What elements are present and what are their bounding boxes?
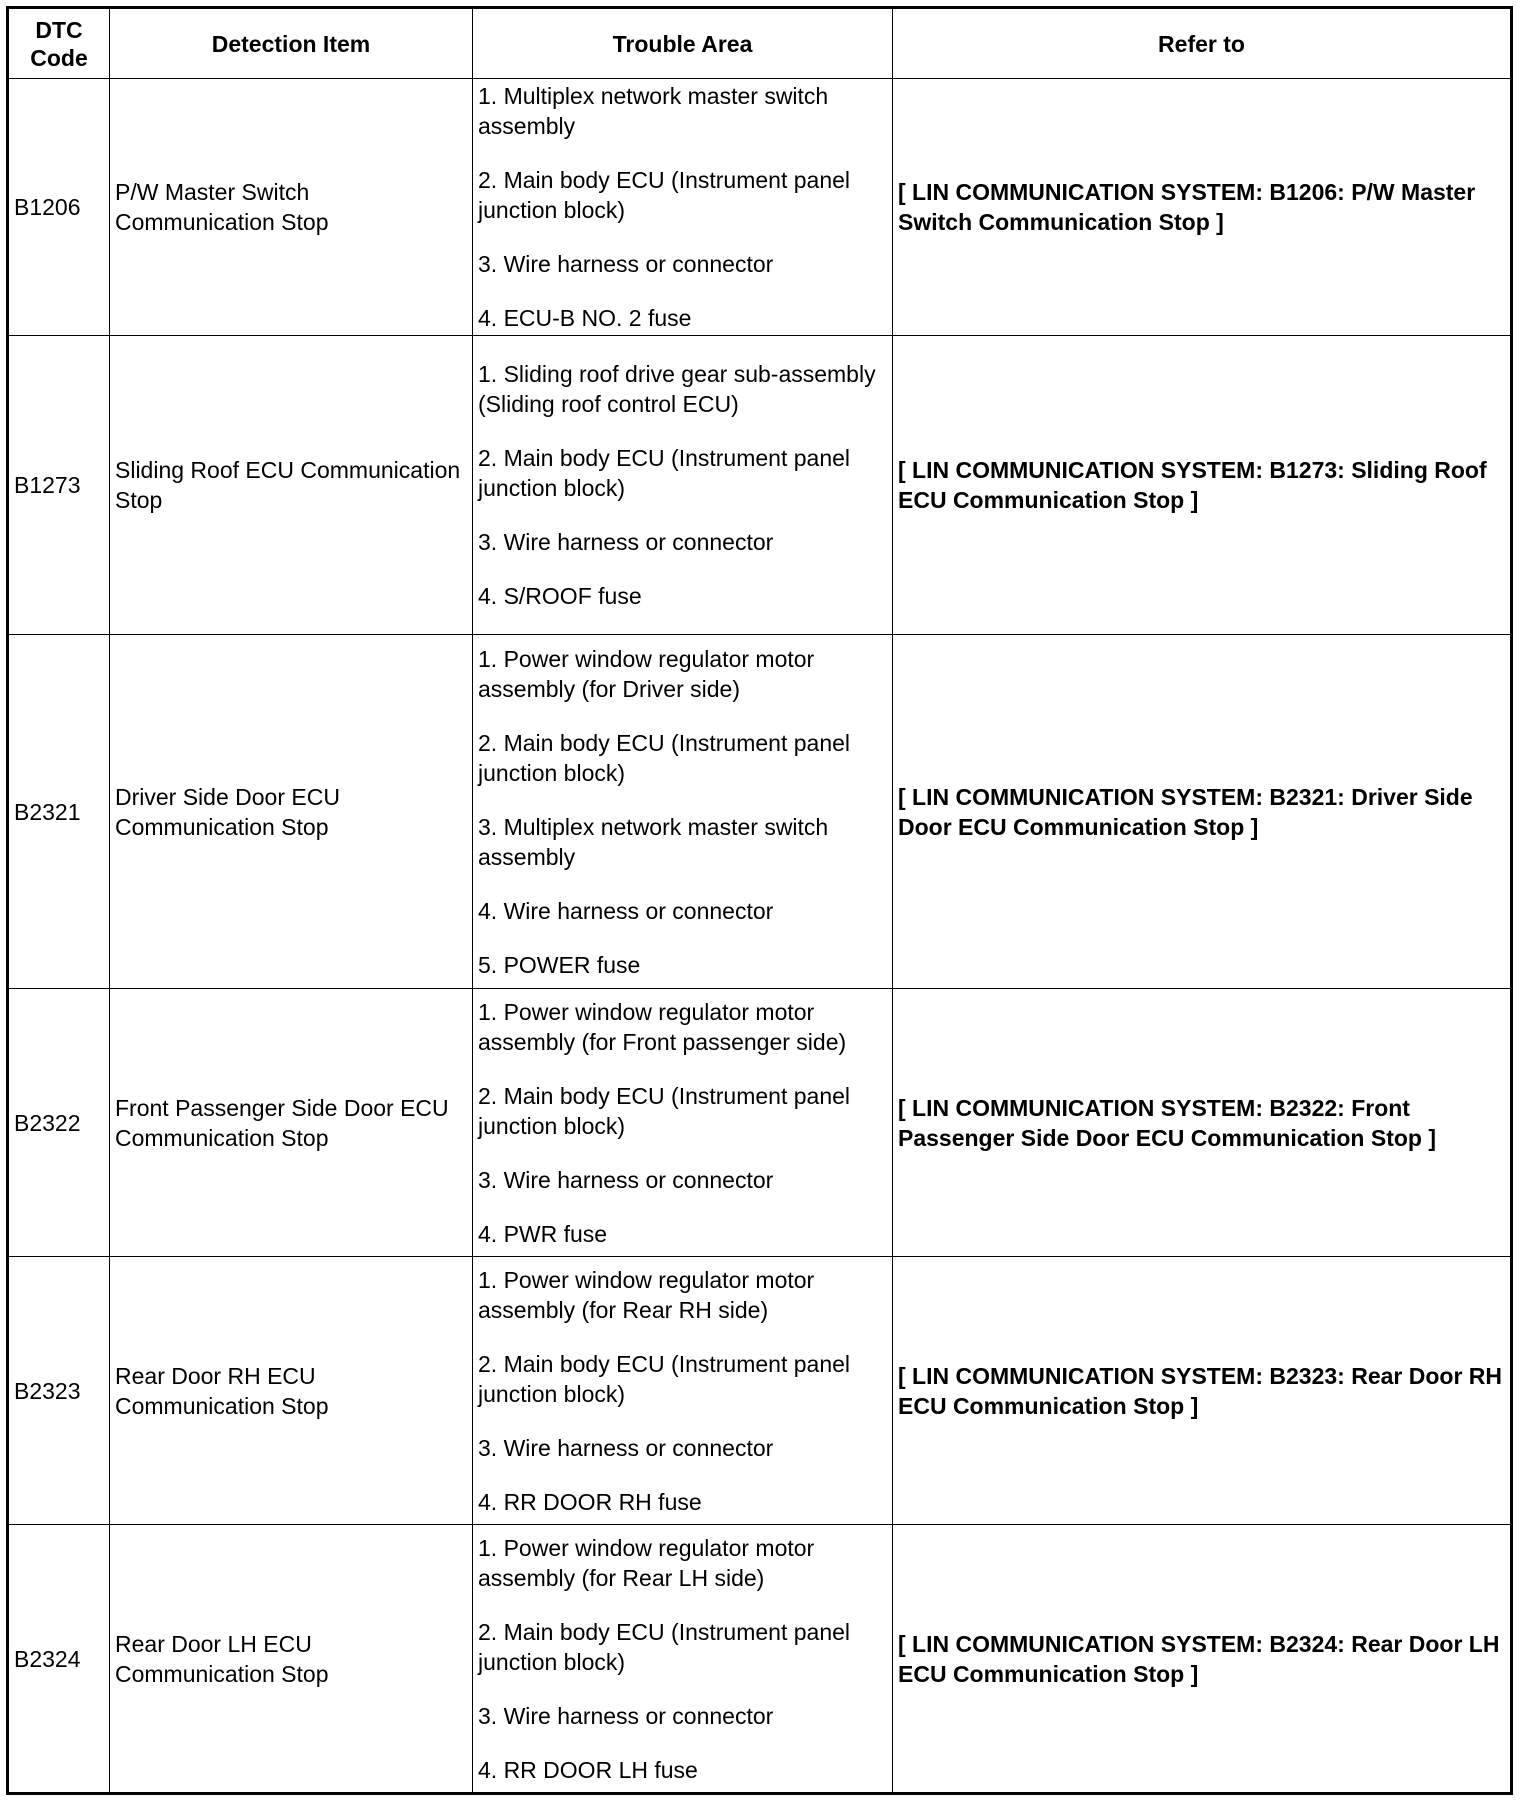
table-header-row: [8, 8, 1512, 79]
refer-to-link[interactable]: [ LIN COMMUNICATION SYSTEM: B1273: Sliding Roof ECU Communication Stop ]: [893, 336, 1512, 635]
trouble-area-item: 3. Wire harness or connector: [478, 1702, 774, 1729]
trouble-area-item: 4. Wire harness or connector: [478, 897, 774, 924]
refer-to-link[interactable]: [ LIN COMMUNICATION SYSTEM: B2324: Rear Door LH ECU Communication Stop ]: [893, 1525, 1512, 1794]
dtc-table: [6, 6, 1513, 1795]
trouble-area-item: 2. Main body ECU (Instrument panel junction block): [478, 1350, 851, 1407]
table-row: [8, 336, 1512, 635]
detection-item-cell: Sliding Roof ECU Communication Stop: [110, 336, 473, 635]
dtc-code-cell: B1273: [8, 336, 110, 635]
header-dtc-code: DTC Code: [8, 8, 110, 79]
trouble-area-item: 2. Main body ECU (Instrument panel junction block): [478, 1618, 851, 1675]
refer-to-link[interactable]: [ LIN COMMUNICATION SYSTEM: B2323: Rear Door RH ECU Communication Stop ]: [893, 1257, 1512, 1525]
trouble-area-item: 2. Main body ECU (Instrument panel junction block): [478, 1082, 851, 1139]
refer-to-link[interactable]: [ LIN COMMUNICATION SYSTEM: B2321: Driver Side Door ECU Communication Stop ]: [893, 635, 1512, 989]
trouble-area-cell: [473, 79, 893, 336]
trouble-area-item: 4. RR DOOR RH fuse: [478, 1488, 702, 1515]
trouble-area-cell: [473, 1257, 893, 1525]
detection-item-cell: Front Passenger Side Door ECU Communication Stop: [110, 989, 473, 1257]
trouble-area-item: 3. Multiplex network master switch assembly: [478, 813, 829, 870]
trouble-area-item: 1. Multiplex network master switch assembly: [478, 83, 829, 139]
dtc-code-cell: B1206: [8, 79, 110, 336]
trouble-area-item: 1. Power window regulator motor assembly (for Front passenger side): [478, 998, 847, 1055]
trouble-area-cell: [473, 635, 893, 989]
table-row: [8, 79, 1512, 336]
trouble-area-item: 1. Sliding roof drive gear sub-assembly (Sliding roof control ECU): [478, 361, 876, 417]
header-refer-to: Refer to: [893, 8, 1512, 79]
detection-item-cell: P/W Master Switch Communication Stop: [110, 79, 473, 336]
dtc-code-cell: B2321: [8, 635, 110, 989]
table-row: [8, 1257, 1512, 1525]
trouble-area-cell: [473, 336, 893, 635]
detection-item-cell: Rear Door LH ECU Communication Stop: [110, 1525, 473, 1794]
refer-to-link[interactable]: [ LIN COMMUNICATION SYSTEM: B2322: Front Passenger Side Door ECU Communication Stop ]: [893, 989, 1512, 1257]
trouble-area-item: 1. Power window regulator motor assembly (for Driver side): [478, 645, 815, 702]
trouble-area-item: 2. Main body ECU (Instrument panel junction block): [478, 445, 851, 501]
trouble-area-item: 5. POWER fuse: [478, 951, 641, 978]
detection-item-cell: Rear Door RH ECU Communication Stop: [110, 1257, 473, 1525]
header-trouble-area: Trouble Area: [473, 8, 893, 79]
refer-to-link[interactable]: [ LIN COMMUNICATION SYSTEM: B1206: P/W Master Switch Communication Stop ]: [893, 79, 1512, 336]
header-detection-item: Detection Item: [110, 8, 473, 79]
trouble-area-item: 4. ECU-B NO. 2 fuse: [478, 305, 692, 331]
trouble-area-cell: [473, 989, 893, 1257]
trouble-area-item: 3. Wire harness or connector: [478, 529, 774, 555]
trouble-area-cell: [473, 1525, 893, 1794]
trouble-area-item: 1. Power window regulator motor assembly (for Rear LH side): [478, 1534, 815, 1591]
trouble-area-item: 3. Wire harness or connector: [478, 251, 774, 277]
dtc-code-cell: B2323: [8, 1257, 110, 1525]
dtc-code-cell: B2322: [8, 989, 110, 1257]
trouble-area-item: 3. Wire harness or connector: [478, 1166, 774, 1193]
table-row: [8, 989, 1512, 1257]
trouble-area-item: 2. Main body ECU (Instrument panel junction block): [478, 167, 851, 223]
trouble-area-item: 3. Wire harness or connector: [478, 1434, 774, 1461]
table-row: [8, 635, 1512, 989]
trouble-area-item: 4. RR DOOR LH fuse: [478, 1756, 698, 1783]
dtc-code-cell: B2324: [8, 1525, 110, 1794]
table-row: [8, 1525, 1512, 1794]
trouble-area-item: 4. S/ROOF fuse: [478, 583, 642, 609]
trouble-area-item: 1. Power window regulator motor assembly (for Rear RH side): [478, 1266, 815, 1323]
trouble-area-item: 2. Main body ECU (Instrument panel junction block): [478, 729, 851, 786]
detection-item-cell: Driver Side Door ECU Communication Stop: [110, 635, 473, 989]
trouble-area-item: 4. PWR fuse: [478, 1220, 608, 1247]
